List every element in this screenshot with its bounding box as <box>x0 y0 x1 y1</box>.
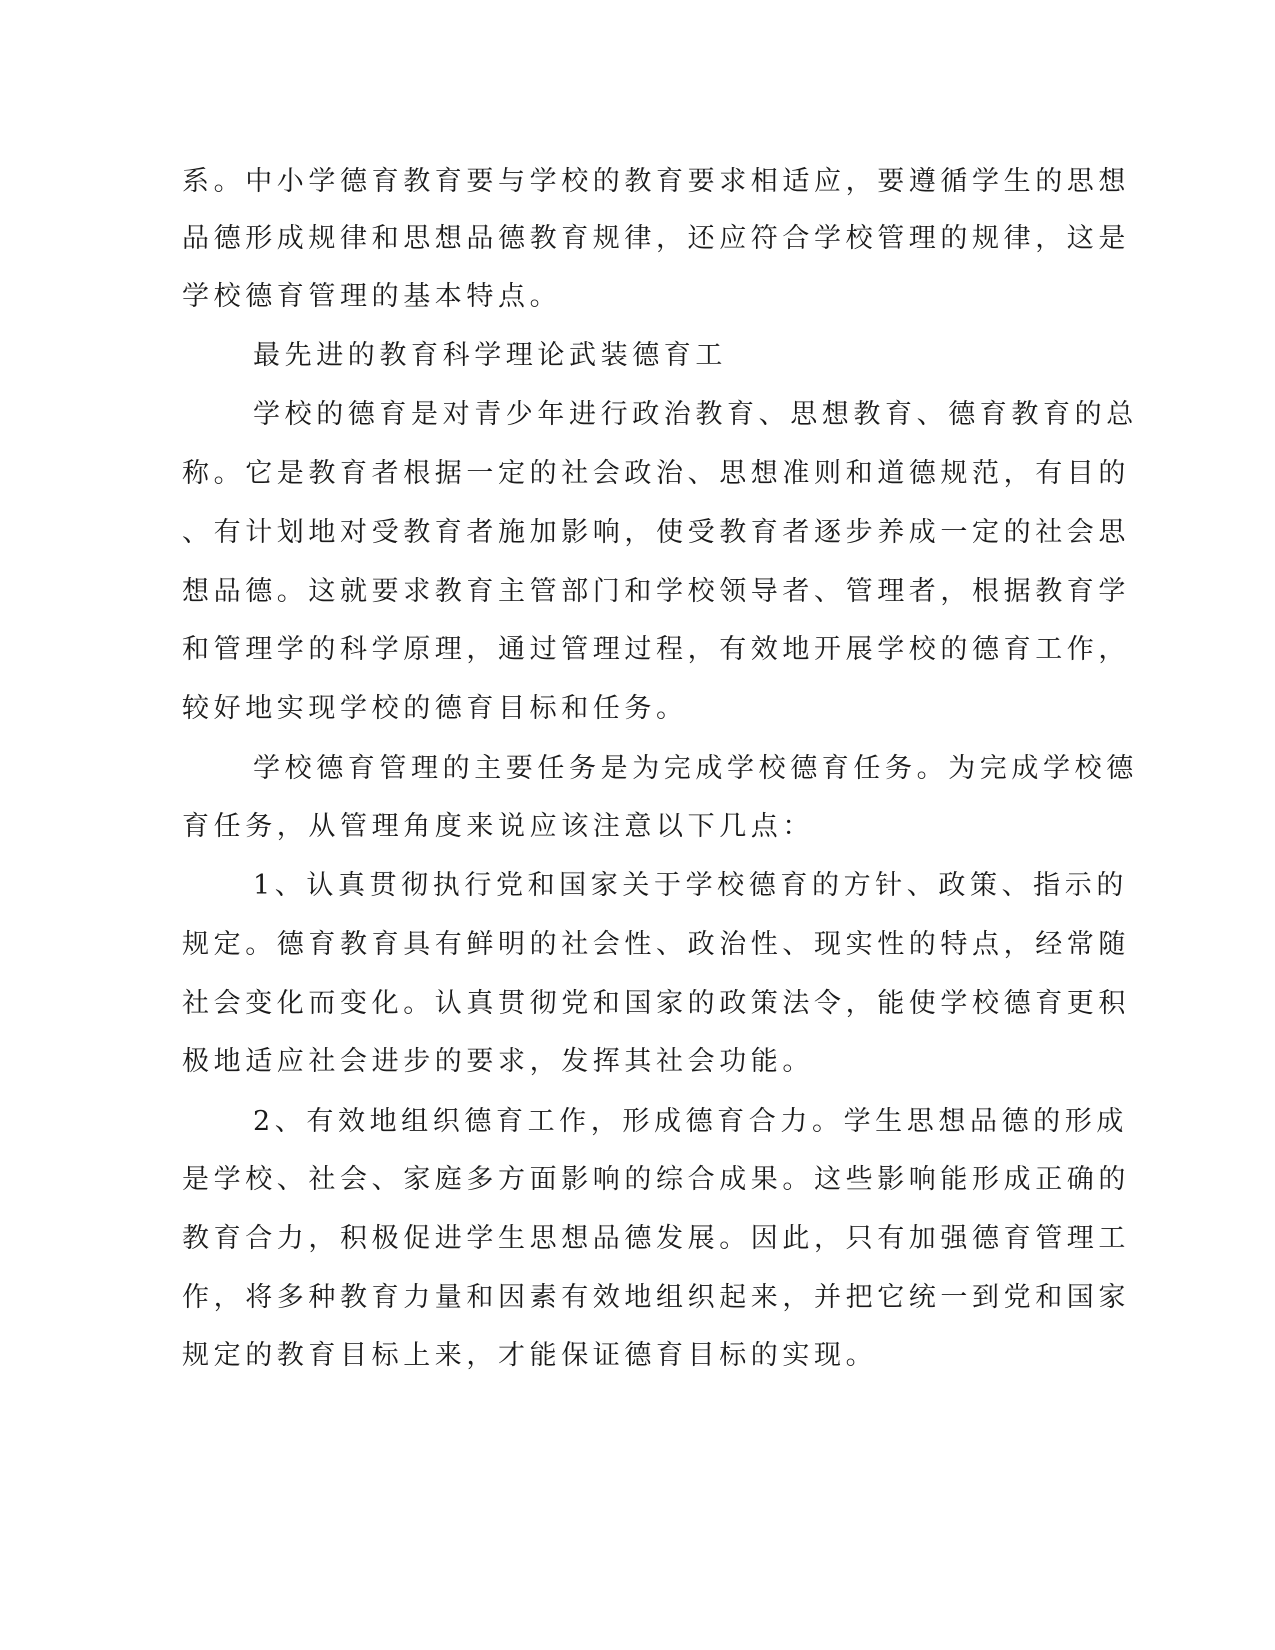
list-item-1: 1、认真贯彻执行党和国家关于学校德育的方针、政策、指示的 <box>253 870 1128 901</box>
text-line: 作，将多种教育力量和因素有效地组织起来，并把它统一到党和国家 <box>182 1282 1130 1313</box>
text-line: 、有计划地对受教育者施加影响，使受教育者逐步养成一定的社会思 <box>182 517 1130 548</box>
text-line: 想品德。这就要求教育主管部门和学校领导者、管理者，根据教育学 <box>182 576 1130 607</box>
text-line: 系。中小学德育教育要与学校的教育要求相适应，要遵循学生的思想 <box>182 166 1130 197</box>
text-line: 规定。德育教育具有鲜明的社会性、政治性、现实性的特点，经常随 <box>182 929 1130 960</box>
text-line: 教育合力，积极促进学生思想品德发展。因此，只有加强德育管理工 <box>182 1223 1130 1254</box>
text-line: 育任务，从管理角度来说应该注意以下几点： <box>182 811 814 842</box>
text-line: 是学校、社会、家庭多方面影响的综合成果。这些影响能形成正确的 <box>182 1164 1130 1195</box>
section-heading: 最先进的教育科学理论武装德育工 <box>253 340 727 371</box>
text-line: 品德形成规律和思想品德教育规律，还应符合学校管理的规律，这是 <box>182 223 1130 254</box>
text-line: 极地适应社会进步的要求，发挥其社会功能。 <box>182 1046 814 1077</box>
text-line: 称。它是教育者根据一定的社会政治、思想准则和道德规范，有目的 <box>182 458 1130 489</box>
text-line: 规定的教育目标上来，才能保证德育目标的实现。 <box>182 1340 878 1371</box>
text-line: 和管理学的科学原理，通过管理过程，有效地开展学校的德育工作， <box>182 634 1130 665</box>
text-line: 社会变化而变化。认真贯彻党和国家的政策法令，能使学校德育更积 <box>182 988 1130 1019</box>
text-line: 学校的德育是对青少年进行政治教育、思想教育、德育教育的总 <box>253 399 1138 430</box>
text-line: 学校德育管理的基本特点。 <box>182 281 562 312</box>
text-line: 较好地实现学校的德育目标和任务。 <box>182 693 688 724</box>
text-line: 学校德育管理的主要任务是为完成学校德育任务。为完成学校德 <box>253 753 1138 784</box>
list-item-2: 2、有效地组织德育工作，形成德育合力。学生思想品德的形成 <box>253 1106 1128 1137</box>
